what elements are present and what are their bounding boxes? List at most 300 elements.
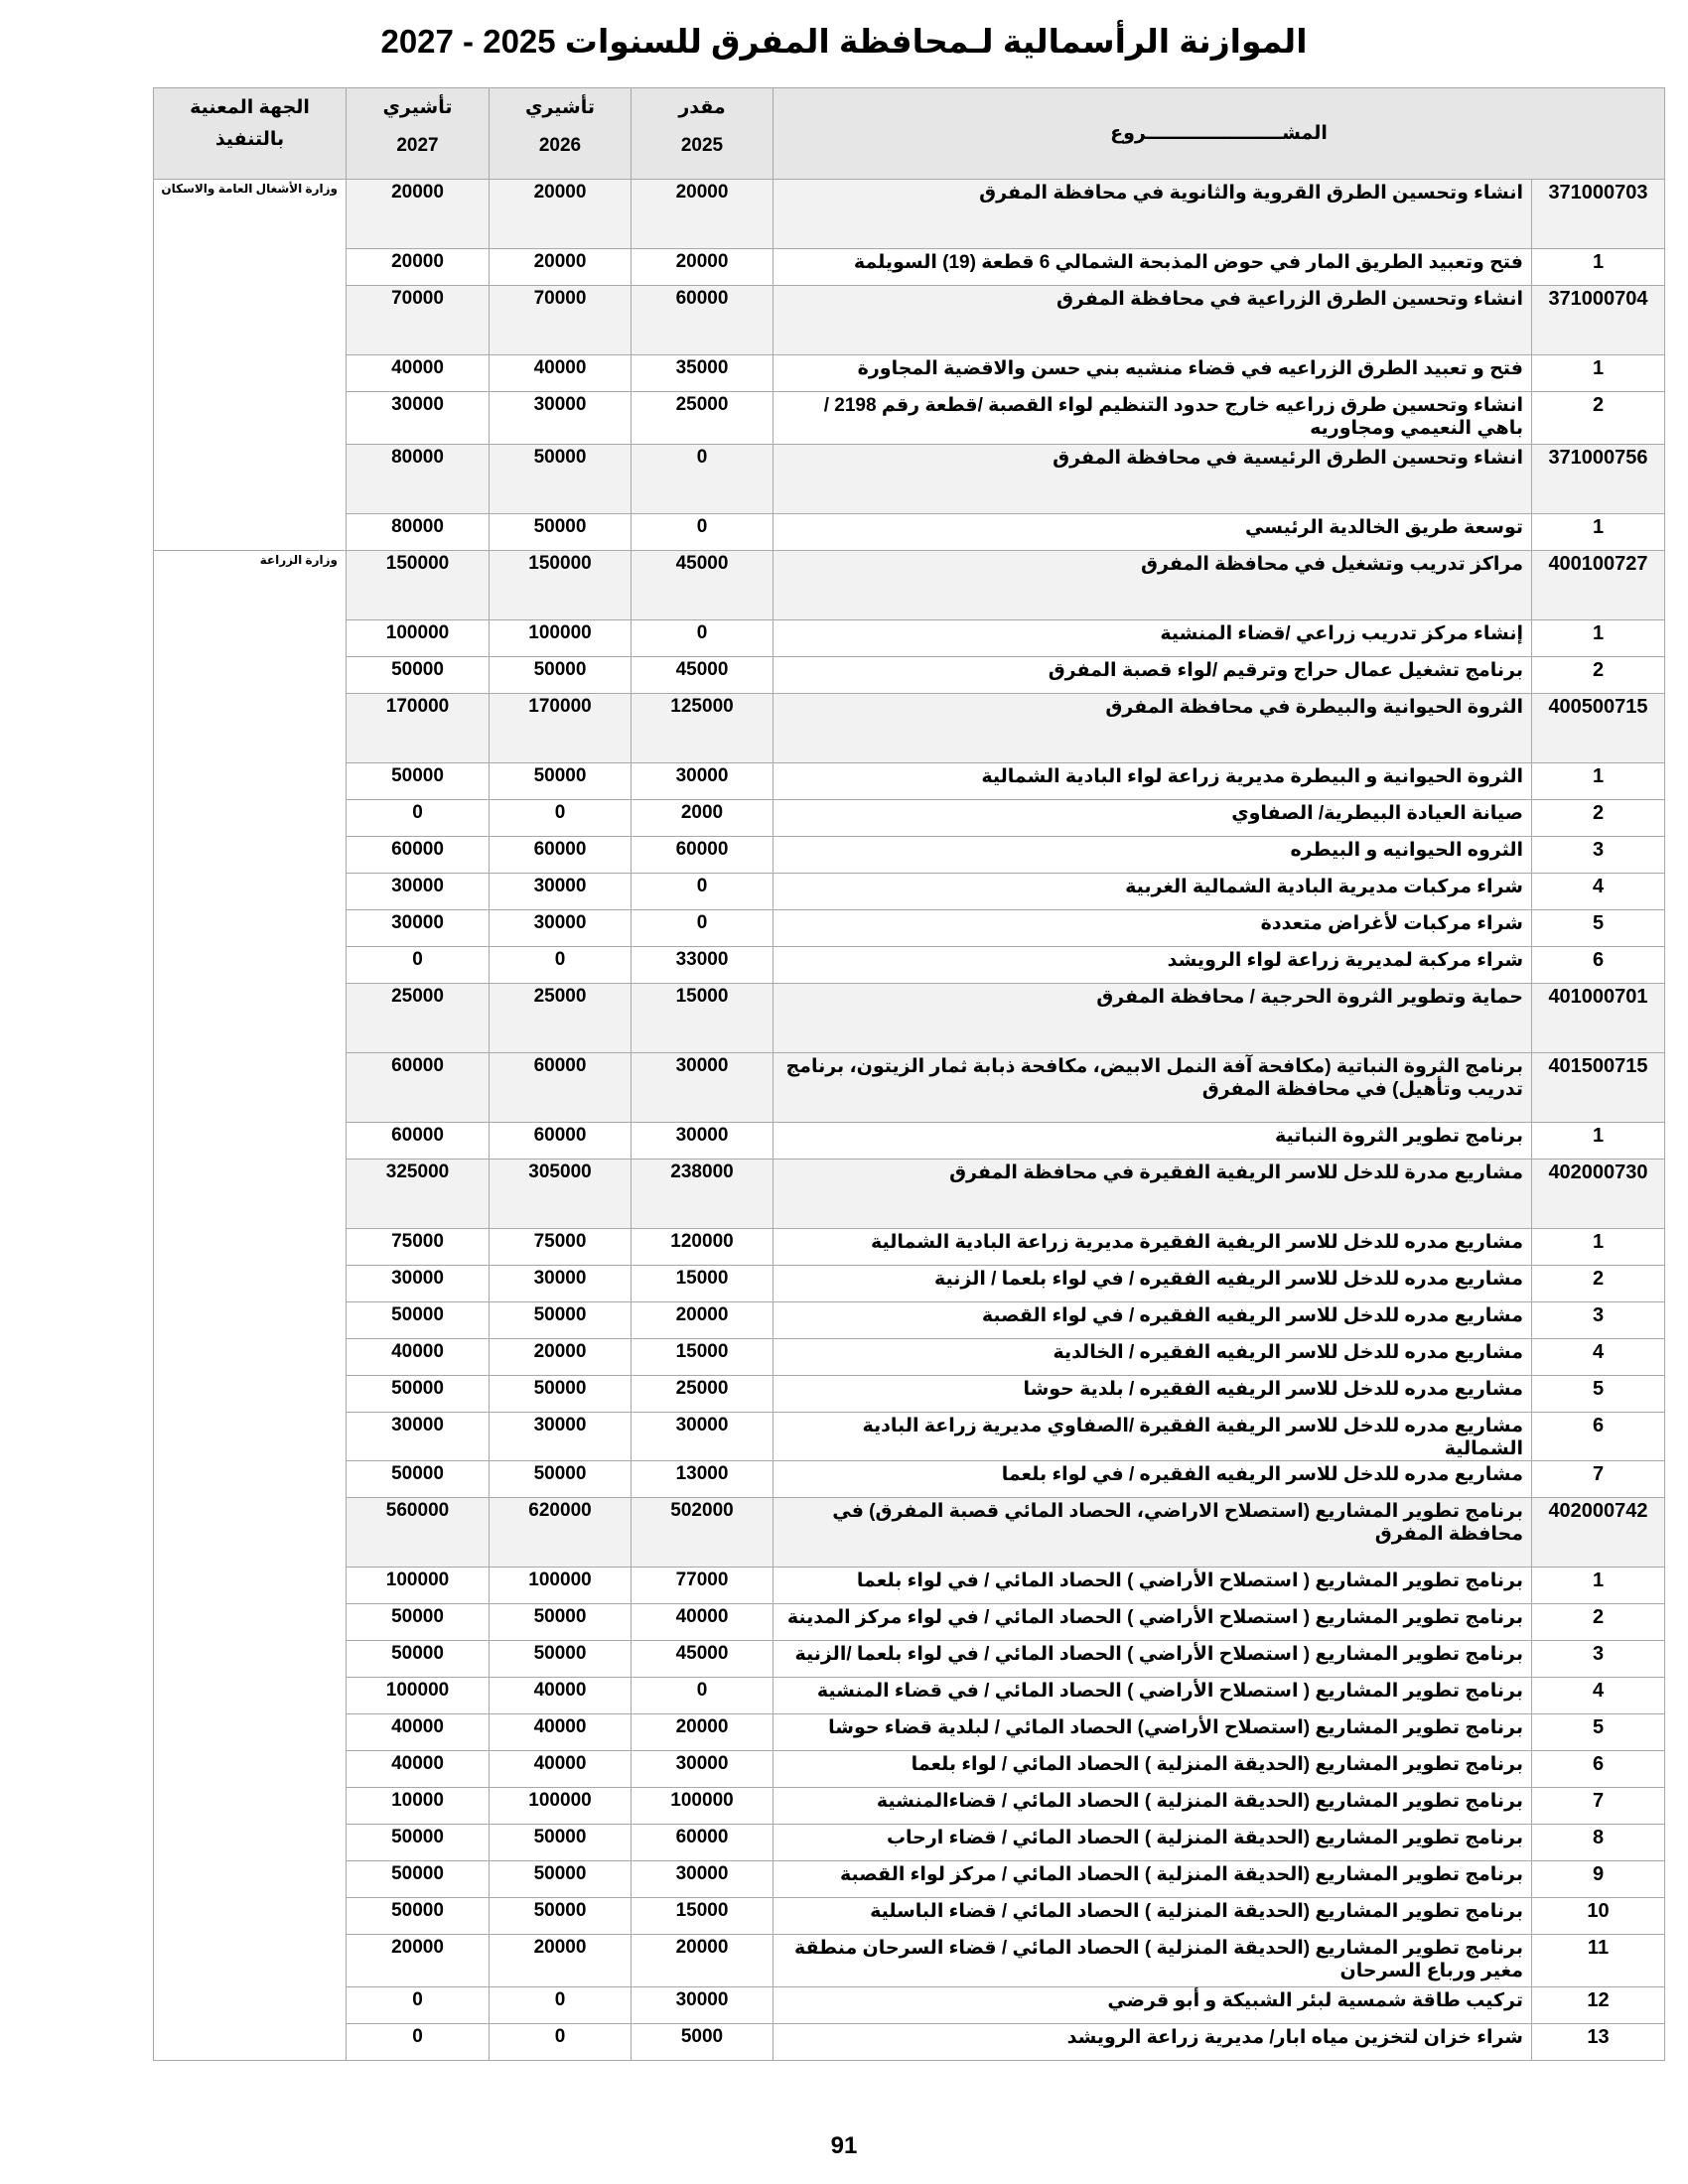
value-2027: 30000: [347, 392, 490, 445]
value-2026: 25000: [490, 984, 632, 1053]
agency-cell-empty: [154, 1898, 347, 1935]
value-2027: 50000: [347, 763, 490, 800]
value-2025: 25000: [632, 392, 774, 445]
value-2025: 15000: [632, 1266, 774, 1302]
item-number: 8: [1532, 1825, 1665, 1861]
project-description: انشاء وتحسين الطرق الزراعية في محافظة المفرق: [774, 286, 1532, 355]
agency-cell-empty: [154, 355, 347, 392]
project-description: برنامج تطوير المشاريع (الحديقة المنزلية ) الحصاد المائي / قضاء السرحان منطقة مغير ورباع السرحان: [774, 1935, 1532, 1987]
agency-cell-empty: [154, 1229, 347, 1266]
value-2027: 30000: [347, 1266, 490, 1302]
project-row: [154, 694, 1665, 763]
agency-cell-empty: [154, 286, 347, 355]
value-2026: 0: [490, 2024, 632, 2061]
project-description: شراء خزان لتخزين مياه ابار/ مديرية زراعة الرويشد: [774, 2024, 1532, 2061]
item-number: 3: [1532, 1302, 1665, 1339]
agency-cell-empty: [154, 1987, 347, 2024]
value-2026: 40000: [490, 1678, 632, 1714]
value-2027: 50000: [347, 1898, 490, 1935]
value-2025: 35000: [632, 355, 774, 392]
value-2025: 77000: [632, 1568, 774, 1604]
value-2027: 80000: [347, 514, 490, 551]
project-description: مشاريع مدره للدخل للاسر الريفيه الفقيره / في لواء القصبة: [774, 1302, 1532, 1339]
project-row: [154, 984, 1665, 1053]
project-description: صيانة العيادة البيطرية/ الصفاوي: [774, 800, 1532, 837]
project-code: 401500715: [1532, 1053, 1665, 1123]
agency-cell: وزارة الأشغال العامة والاسكان: [154, 180, 347, 249]
value-2025: 20000: [632, 249, 774, 286]
agency-cell-empty: [154, 2024, 347, 2061]
agency-cell-empty: [154, 874, 347, 910]
value-2026: 40000: [490, 1751, 632, 1788]
item-number: 6: [1532, 1751, 1665, 1788]
header-agency: [154, 88, 347, 180]
value-2027: 50000: [347, 1861, 490, 1898]
sub-project-row: [154, 1123, 1665, 1160]
item-number: 3: [1532, 837, 1665, 874]
value-2025: 238000: [632, 1160, 774, 1229]
value-2025: 0: [632, 910, 774, 947]
item-number: 6: [1532, 1413, 1665, 1461]
project-description: فتح و تعبيد الطرق الزراعيه في قضاء منشيه بني حسن والاقضية المجاورة: [774, 355, 1532, 392]
value-2025: 30000: [632, 1053, 774, 1123]
item-number: 1: [1532, 1568, 1665, 1604]
value-2027: 30000: [347, 1413, 490, 1461]
value-2025: 20000: [632, 180, 774, 249]
header-2027-line2: 2027: [396, 135, 439, 156]
item-number: 2: [1532, 392, 1665, 445]
header-2027: [347, 88, 490, 180]
value-2025: 0: [632, 620, 774, 657]
value-2027: 0: [347, 947, 490, 984]
value-2027: 0: [347, 1987, 490, 2024]
value-2025: 30000: [632, 763, 774, 800]
sub-project-row: [154, 355, 1665, 392]
item-number: 1: [1532, 514, 1665, 551]
agency-cell-empty: [154, 1935, 347, 1987]
item-number: 7: [1532, 1788, 1665, 1825]
project-description: مشاريع مدره للدخل للاسر الريفية الفقيرة مديرية زراعة البادية الشمالية: [774, 1229, 1532, 1266]
value-2026: 60000: [490, 1123, 632, 1160]
header-agency-line2: بالتنفيذ: [214, 129, 285, 150]
agency-cell-empty: [154, 800, 347, 837]
value-2025: 20000: [632, 1714, 774, 1751]
value-2026: 50000: [490, 763, 632, 800]
agency-cell-empty: [154, 1339, 347, 1376]
value-2027: 30000: [347, 874, 490, 910]
project-description: برنامج تطوير المشاريع (استصلاح الاراضي، الحصاد المائي قصبة المفرق) في محافظة المفرق: [774, 1498, 1532, 1568]
value-2025: 15000: [632, 1339, 774, 1376]
value-2027: 40000: [347, 1714, 490, 1751]
value-2025: 0: [632, 1678, 774, 1714]
sub-project-row: [154, 1987, 1665, 2024]
sub-project-row: [154, 514, 1665, 551]
value-2025: 20000: [632, 1302, 774, 1339]
value-2027: 75000: [347, 1229, 490, 1266]
page-title: الموازنة الرأسمالية لـمحافظة المفرق للسنوات 2025 - 2027: [380, 23, 1308, 60]
value-2026: 100000: [490, 620, 632, 657]
agency-cell-empty: [154, 620, 347, 657]
project-description: تركيب طاقة شمسية لبئر الشبيكة و أبو قرضي: [774, 1987, 1532, 2024]
item-number: 4: [1532, 874, 1665, 910]
project-description: الثروه الحيوانيه و البيطره: [774, 837, 1532, 874]
project-description: برنامج تطوير المشاريع (الحديقة المنزلية ) الحصاد المائي / لواء بلعما: [774, 1751, 1532, 1788]
sub-project-row: [154, 1825, 1665, 1861]
project-row: [154, 1053, 1665, 1123]
value-2025: 13000: [632, 1461, 774, 1498]
sub-project-row: [154, 874, 1665, 910]
project-description: الثروة الحيوانية والبيطرة في محافظة المفرق: [774, 694, 1532, 763]
project-description: برنامج تطوير المشاريع (الحديقة المنزلية ) الحصاد المائي / قضاء الباسلية: [774, 1898, 1532, 1935]
project-description: توسعة طريق الخالدية الرئيسي: [774, 514, 1532, 551]
value-2027: 80000: [347, 445, 490, 514]
item-number: 2: [1532, 657, 1665, 694]
agency-cell: وزارة الزراعة: [154, 551, 347, 620]
project-description: برنامج تطوير المشاريع ( استصلاح الأراضي ) الحصاد المائي / في قضاء المنشية: [774, 1678, 1532, 1714]
value-2027: 60000: [347, 837, 490, 874]
agency-cell-empty: [154, 1568, 347, 1604]
value-2027: 30000: [347, 910, 490, 947]
value-2027: 50000: [347, 1376, 490, 1413]
project-description: إنشاء مركز تدريب زراعي /قضاء المنشية: [774, 620, 1532, 657]
header-2025: [632, 88, 774, 180]
item-number: 1: [1532, 1229, 1665, 1266]
project-code: 400100727: [1532, 551, 1665, 620]
agency-cell-empty: [154, 1123, 347, 1160]
agency-cell-empty: [154, 947, 347, 984]
item-number: 11: [1532, 1935, 1665, 1987]
header-2026-line2: 2026: [538, 135, 582, 156]
value-2027: 170000: [347, 694, 490, 763]
sub-project-row: [154, 1714, 1665, 1751]
value-2025: 45000: [632, 657, 774, 694]
agency-cell-empty: [154, 1825, 347, 1861]
project-description: برنامج تطوير المشاريع ( استصلاح الأراضي ) الحصاد المائي / في لواء مركز المدينة: [774, 1604, 1532, 1641]
project-description: برنامج تطوير المشاريع (الحديقة المنزلية ) الحصاد المائي / قضاءالمنشية: [774, 1788, 1532, 1825]
project-description: مشاريع مدره للدخل للاسر الريفية الفقيرة /الصفاوي مديرية زراعة البادية الشمالية: [774, 1413, 1532, 1461]
value-2027: 60000: [347, 1123, 490, 1160]
budget-table: [153, 87, 1665, 2061]
project-description: الثروة الحيوانية و البيطرة مديرية زراعة لواء البادية الشمالية: [774, 763, 1532, 800]
agency-cell-empty: [154, 1302, 347, 1339]
project-description: برنامج الثروة النباتية (مكافحة آفة النمل الابيض، مكافحة ذبابة ثمار الزيتون، برنامج تدريب وتأهيل) في محافظة المفرق: [774, 1053, 1532, 1123]
value-2027: 25000: [347, 984, 490, 1053]
project-code: 371000704: [1532, 286, 1665, 355]
project-row: [154, 286, 1665, 355]
project-description: مشاريع مدره للدخل للاسر الريفيه الفقيره / الخالدية: [774, 1339, 1532, 1376]
agency-cell-empty: [154, 1861, 347, 1898]
sub-project-row: [154, 1641, 1665, 1678]
value-2026: 30000: [490, 392, 632, 445]
agency-cell-empty: [154, 445, 347, 514]
sub-project-row: [154, 1788, 1665, 1825]
value-2026: 0: [490, 1987, 632, 2024]
value-2026: 40000: [490, 1714, 632, 1751]
agency-cell-empty: [154, 1641, 347, 1678]
value-2027: 70000: [347, 286, 490, 355]
agency-cell-empty: [154, 1266, 347, 1302]
agency-cell-empty: [154, 1604, 347, 1641]
project-row: [154, 180, 1665, 249]
value-2025: 25000: [632, 1376, 774, 1413]
sub-project-row: [154, 1376, 1665, 1413]
agency-cell-empty: [154, 1461, 347, 1498]
value-2025: 30000: [632, 1413, 774, 1461]
value-2026: 50000: [490, 1461, 632, 1498]
value-2026: 50000: [490, 514, 632, 551]
agency-cell-empty: [154, 657, 347, 694]
header-2026-line1: تأشيري: [525, 97, 595, 118]
sub-project-row: [154, 1229, 1665, 1266]
sub-project-row: [154, 910, 1665, 947]
value-2027: 325000: [347, 1160, 490, 1229]
sub-project-row: [154, 947, 1665, 984]
sub-project-row: [154, 657, 1665, 694]
item-number: 1: [1532, 763, 1665, 800]
sub-project-row: [154, 800, 1665, 837]
value-2026: 0: [490, 800, 632, 837]
value-2025: 60000: [632, 1825, 774, 1861]
value-2026: 60000: [490, 1053, 632, 1123]
value-2026: 100000: [490, 1788, 632, 1825]
value-2026: 20000: [490, 180, 632, 249]
value-2026: 305000: [490, 1160, 632, 1229]
value-2026: 50000: [490, 1302, 632, 1339]
value-2025: 45000: [632, 1641, 774, 1678]
value-2027: 40000: [347, 1751, 490, 1788]
value-2025: 40000: [632, 1604, 774, 1641]
project-description: انشاء وتحسين الطرق الرئيسية في محافظة المفرق: [774, 445, 1532, 514]
project-description: فتح وتعبيد الطريق المار في حوض المذبحة الشمالي 6 قطعة (19) السويلمة: [774, 249, 1532, 286]
value-2027: 50000: [347, 657, 490, 694]
project-description: برنامج تطوير المشاريع ( استصلاح الأراضي ) الحصاد المائي / في لواء بلعما /الزنية: [774, 1641, 1532, 1678]
value-2027: 150000: [347, 551, 490, 620]
value-2025: 30000: [632, 1123, 774, 1160]
value-2026: 150000: [490, 551, 632, 620]
agency-cell-empty: [154, 249, 347, 286]
page-number: 91: [830, 2132, 858, 2159]
sub-project-row: [154, 1302, 1665, 1339]
value-2026: 60000: [490, 837, 632, 874]
sub-project-row: [154, 1461, 1665, 1498]
agency-cell-empty: [154, 763, 347, 800]
sub-project-row: [154, 1568, 1665, 1604]
value-2026: 20000: [490, 1935, 632, 1987]
value-2025: 5000: [632, 2024, 774, 2061]
agency-cell-empty: [154, 837, 347, 874]
project-description: مراكز تدريب وتشغيل في محافظة المفرق: [774, 551, 1532, 620]
value-2025: 33000: [632, 947, 774, 984]
project-code: 401000701: [1532, 984, 1665, 1053]
value-2027: 60000: [347, 1053, 490, 1123]
project-code: 400500715: [1532, 694, 1665, 763]
project-code: 402000742: [1532, 1498, 1665, 1568]
item-number: 7: [1532, 1461, 1665, 1498]
value-2026: 620000: [490, 1498, 632, 1568]
value-2027: 20000: [347, 249, 490, 286]
value-2026: 20000: [490, 1339, 632, 1376]
value-2027: 560000: [347, 1498, 490, 1568]
sub-project-row: [154, 1604, 1665, 1641]
value-2027: 50000: [347, 1302, 490, 1339]
item-number: 1: [1532, 620, 1665, 657]
item-number: 5: [1532, 910, 1665, 947]
value-2026: 30000: [490, 1266, 632, 1302]
value-2026: 50000: [490, 1604, 632, 1641]
agency-cell-empty: [154, 694, 347, 763]
header-2027-line1: تأشيري: [382, 97, 453, 118]
project-description: حماية وتطوير الثروة الحرجية / محافظة المفرق: [774, 984, 1532, 1053]
project-description: انشاء وتحسين طرق زراعيه خارج حدود التنظيم لواء القصبة /قطعة رقم 2198 / باهي النعيمي ومجاوريه: [774, 392, 1532, 445]
sub-project-row: [154, 1339, 1665, 1376]
sub-project-row: [154, 1413, 1665, 1461]
project-description: برنامج تطوير المشاريع (الحديقة المنزلية ) الحصاد المائي / قضاء ارحاب: [774, 1825, 1532, 1861]
agency-cell-empty: [154, 1160, 347, 1229]
value-2025: 0: [632, 514, 774, 551]
sub-project-row: [154, 249, 1665, 286]
value-2027: 20000: [347, 180, 490, 249]
value-2025: 20000: [632, 1935, 774, 1987]
value-2025: 60000: [632, 837, 774, 874]
agency-cell-empty: [154, 1376, 347, 1413]
sub-project-row: [154, 620, 1665, 657]
agency-cell-empty: [154, 1788, 347, 1825]
sub-project-row: [154, 392, 1665, 445]
value-2027: 50000: [347, 1825, 490, 1861]
value-2025: 30000: [632, 1987, 774, 2024]
value-2025: 0: [632, 874, 774, 910]
project-description: مشاريع مدرة للدخل للاسر الريفية الفقيرة في محافظة المفرق: [774, 1160, 1532, 1229]
value-2026: 170000: [490, 694, 632, 763]
item-number: 4: [1532, 1678, 1665, 1714]
value-2026: 50000: [490, 1641, 632, 1678]
sub-project-row: [154, 1678, 1665, 1714]
table-body: [154, 180, 1665, 2061]
value-2027: 50000: [347, 1604, 490, 1641]
project-row: [154, 551, 1665, 620]
sub-project-row: [154, 837, 1665, 874]
agency-cell-empty: [154, 910, 347, 947]
header-project: المشـــــــــــــــــــــروع: [774, 88, 1665, 180]
value-2025: 15000: [632, 1898, 774, 1935]
agency-cell-empty: [154, 1714, 347, 1751]
value-2026: 0: [490, 947, 632, 984]
sub-project-row: [154, 763, 1665, 800]
item-number: 12: [1532, 1987, 1665, 2024]
sub-project-row: [154, 1935, 1665, 1987]
sub-project-row: [154, 2024, 1665, 2061]
item-number: 4: [1532, 1339, 1665, 1376]
value-2027: 10000: [347, 1788, 490, 1825]
project-description: مشاريع مدره للدخل للاسر الريفيه الفقيره / بلدية حوشا: [774, 1376, 1532, 1413]
value-2026: 50000: [490, 1861, 632, 1898]
header-2026: [490, 88, 632, 180]
sub-project-row: [154, 1751, 1665, 1788]
value-2025: 30000: [632, 1751, 774, 1788]
item-number: 2: [1532, 1266, 1665, 1302]
header-2025-line1: مقدر: [678, 97, 726, 118]
value-2025: 60000: [632, 286, 774, 355]
value-2026: 50000: [490, 1376, 632, 1413]
item-number: 10: [1532, 1898, 1665, 1935]
project-description: برنامج تطوير الثروة النباتية: [774, 1123, 1532, 1160]
project-description: شراء مركبات مديرية البادية الشمالية الغربية: [774, 874, 1532, 910]
project-description: مشاريع مدره للدخل للاسر الريفيه الفقيره / في لواء بلعما / الزنية: [774, 1266, 1532, 1302]
project-code: 402000730: [1532, 1160, 1665, 1229]
value-2027: 100000: [347, 620, 490, 657]
project-description: انشاء وتحسين الطرق القروية والثانوية في محافظة المفرق: [774, 180, 1532, 249]
value-2025: 15000: [632, 984, 774, 1053]
agency-cell-empty: [154, 1498, 347, 1568]
value-2025: 502000: [632, 1498, 774, 1568]
item-number: 1: [1532, 1123, 1665, 1160]
agency-cell-empty: [154, 514, 347, 551]
value-2027: 40000: [347, 1339, 490, 1376]
header-agency-line1: الجهة المعنية: [190, 97, 310, 118]
item-number: 2: [1532, 800, 1665, 837]
value-2027: 0: [347, 800, 490, 837]
value-2027: 0: [347, 2024, 490, 2061]
item-number: 2: [1532, 1604, 1665, 1641]
agency-cell-empty: [154, 392, 347, 445]
project-description: برنامج تطوير المشاريع (الحديقة المنزلية ) الحصاد المائي / مركز لواء القصبة: [774, 1861, 1532, 1898]
item-number: 3: [1532, 1641, 1665, 1678]
value-2027: 20000: [347, 1935, 490, 1987]
item-number: 1: [1532, 249, 1665, 286]
value-2027: 50000: [347, 1461, 490, 1498]
agency-cell-empty: [154, 1678, 347, 1714]
project-row: [154, 1160, 1665, 1229]
project-description: برنامج تشغيل عمال حراج وترقيم /لواء قصبة المفرق: [774, 657, 1532, 694]
item-number: 13: [1532, 2024, 1665, 2061]
value-2027: 100000: [347, 1568, 490, 1604]
value-2025: 120000: [632, 1229, 774, 1266]
value-2026: 30000: [490, 874, 632, 910]
header-2025-line2: 2025: [680, 135, 724, 156]
project-description: شراء مركبة لمديرية زراعة لواء الرويشد: [774, 947, 1532, 984]
value-2026: 50000: [490, 445, 632, 514]
item-number: 5: [1532, 1376, 1665, 1413]
sub-project-row: [154, 1861, 1665, 1898]
value-2027: 100000: [347, 1678, 490, 1714]
agency-cell-empty: [154, 984, 347, 1053]
value-2026: 40000: [490, 355, 632, 392]
value-2026: 30000: [490, 1413, 632, 1461]
project-description: برنامج تطوير المشاريع ( استصلاح الأراضي ) الحصاد المائي / في لواء بلعما: [774, 1568, 1532, 1604]
sub-project-row: [154, 1266, 1665, 1302]
project-row: [154, 445, 1665, 514]
value-2027: 50000: [347, 1641, 490, 1678]
value-2025: 2000: [632, 800, 774, 837]
project-code: 371000756: [1532, 445, 1665, 514]
sub-project-row: [154, 1898, 1665, 1935]
project-description: برنامج تطوير المشاريع (استصلاح الأراضي) الحصاد المائي / لبلدية قضاء حوشا: [774, 1714, 1532, 1751]
project-description: شراء مركبات لأغراض متعددة: [774, 910, 1532, 947]
value-2026: 100000: [490, 1568, 632, 1604]
value-2026: 50000: [490, 657, 632, 694]
table-header-row: [154, 88, 1665, 180]
item-number: 9: [1532, 1861, 1665, 1898]
project-description: مشاريع مدره للدخل للاسر الريفيه الفقيره / في لواء بلعما: [774, 1461, 1532, 1498]
value-2025: 0: [632, 445, 774, 514]
value-2025: 100000: [632, 1788, 774, 1825]
project-code: 371000703: [1532, 180, 1665, 249]
value-2026: 50000: [490, 1898, 632, 1935]
value-2026: 75000: [490, 1229, 632, 1266]
value-2026: 30000: [490, 910, 632, 947]
value-2026: 70000: [490, 286, 632, 355]
item-number: 1: [1532, 355, 1665, 392]
